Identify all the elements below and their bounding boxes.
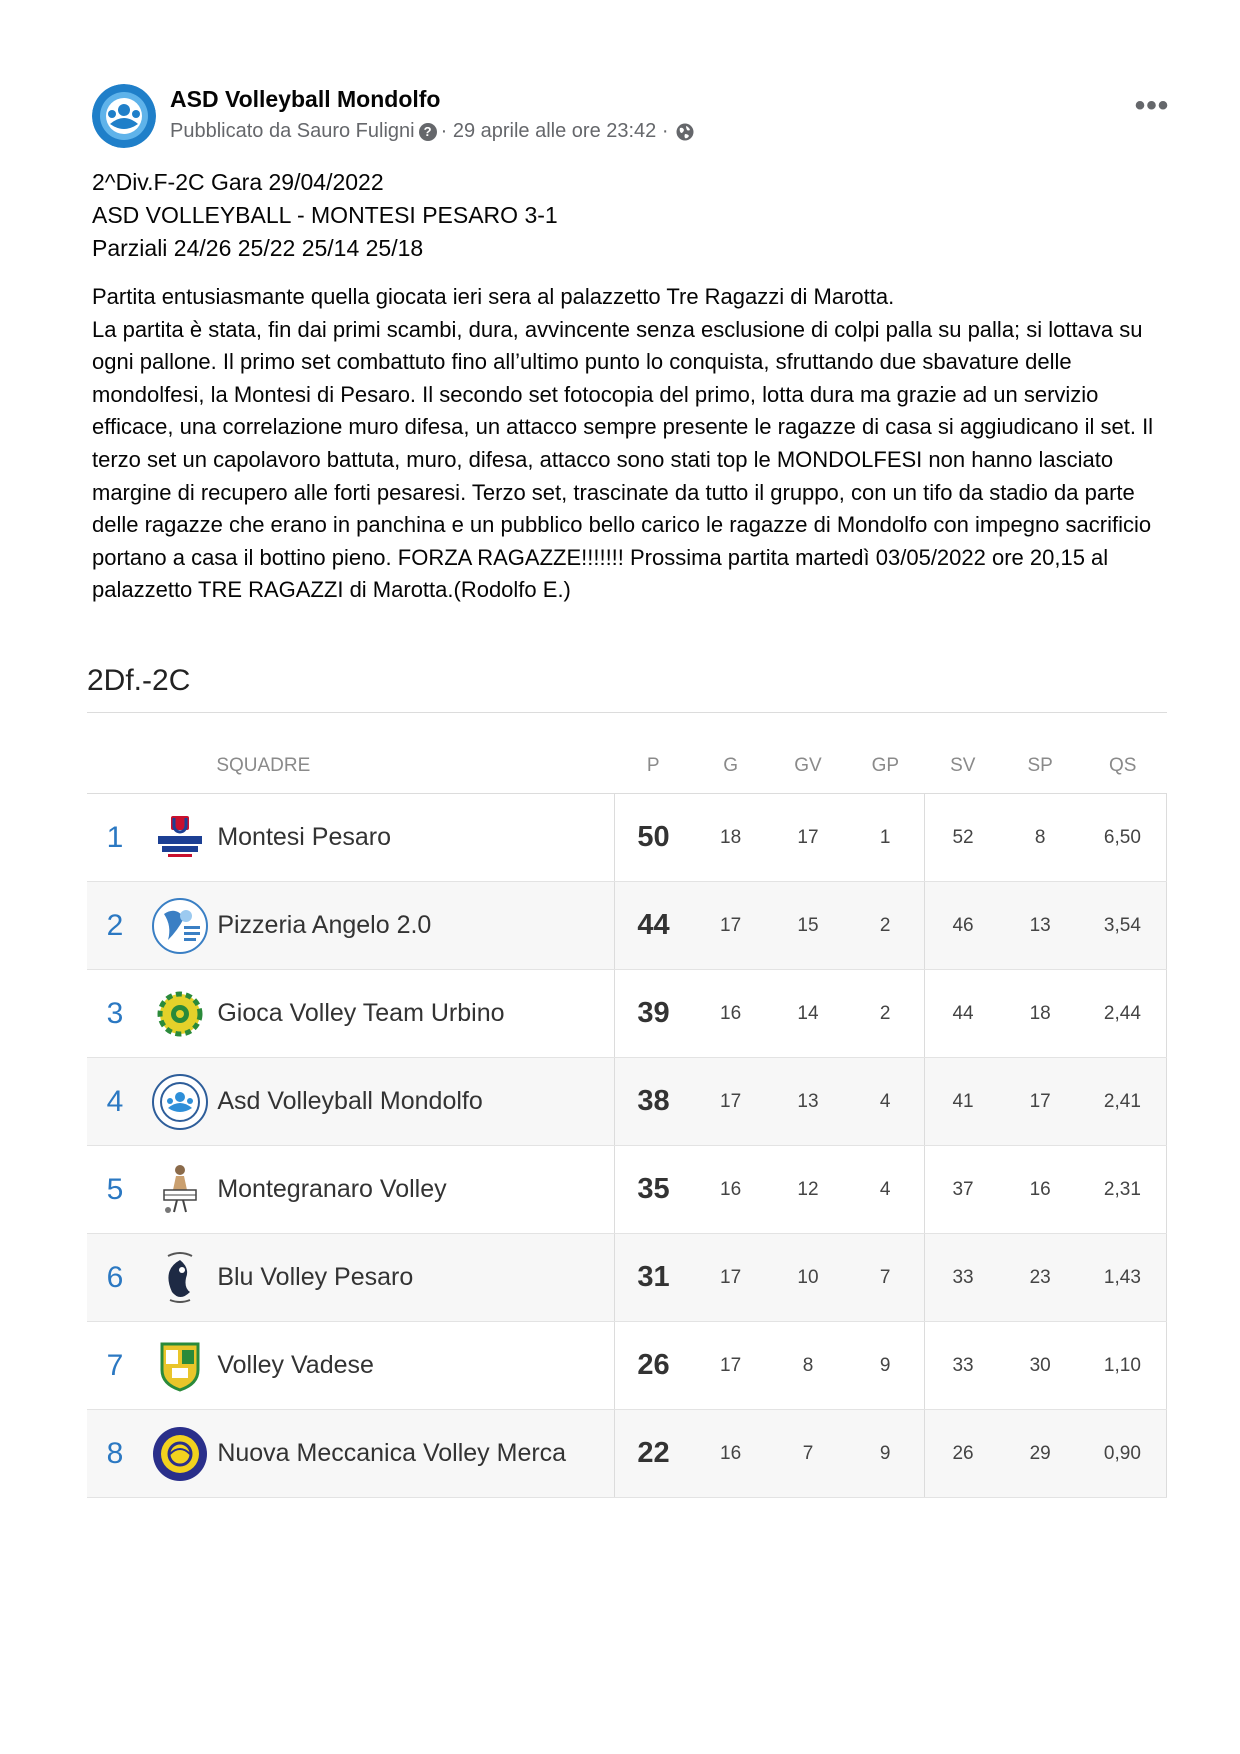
games-cell: 16 (692, 1146, 769, 1234)
games-lost-cell: 1 (847, 794, 924, 882)
globe-icon (675, 122, 695, 142)
table-row[interactable] (87, 794, 1167, 882)
post-line: 2^Div.F-2C Gara 29/04/2022 (92, 169, 384, 195)
montegranaro-volley-logo-icon (150, 1160, 210, 1220)
table-row[interactable] (87, 1058, 1167, 1146)
points-cell: 38 (615, 1058, 692, 1146)
games-cell: 17 (692, 1322, 769, 1410)
games-lost-cell: 2 (847, 970, 924, 1058)
column-header: SV (924, 739, 1001, 794)
games-cell: 17 (692, 882, 769, 970)
games-cell: 18 (692, 794, 769, 882)
games-won-cell: 10 (769, 1234, 846, 1322)
table-header-row (87, 739, 1167, 794)
sets-won-cell: 44 (924, 970, 1001, 1058)
team-logo (143, 1058, 216, 1146)
mondolfo-avatar-icon (92, 84, 156, 148)
published-by-text[interactable]: Pubblicato da Sauro Fuligni (170, 120, 415, 142)
standings-title: 2Df.-2C (87, 664, 1167, 713)
games-won-cell: 13 (769, 1058, 846, 1146)
sets-won-cell: 26 (924, 1410, 1001, 1498)
post-line: ASD VOLLEYBALL - MONTESI PESARO 3-1 (92, 202, 558, 228)
team-logo (143, 882, 216, 970)
sets-lost-cell: 17 (1001, 1058, 1078, 1146)
blu-volley-logo-icon (150, 1248, 210, 1308)
team-logo (143, 970, 216, 1058)
team-logo (143, 1234, 216, 1322)
set-quotient-cell: 1,43 (1079, 1234, 1167, 1322)
post-meta (170, 120, 695, 143)
team-logo (143, 794, 216, 882)
urbino-volley-logo-icon (150, 984, 210, 1044)
games-cell: 17 (692, 1234, 769, 1322)
team-logo (143, 1410, 216, 1498)
games-won-cell: 14 (769, 970, 846, 1058)
sets-won-cell: 33 (924, 1322, 1001, 1410)
team-logo (143, 1146, 216, 1234)
post-body: Partita entusiasmante quella giocata ieri sera al palazzetto Tre Ragazzi di Marotta. La partita è stata, fin dai primi scambi, dura, avvincente senza esclusione di colpi palla su palla; si lottava su ogni pallone. Il primo set combattuto fino all’ultimo punto lo conquista, sfruttando due sbavature delle mondolfesi, la Montesi di Pesaro. Il secondo set fotocopia del primo, lotta dura ma grazie ad un servizio efficace, una correlazione muro difesa, un attacco sempre presente le ragazze di casa si aggiudicano il set. Il terzo set un capolavoro battuta, muro, difesa, attacco sono stati top le MONDOLFESI non hanno lasciato margine di recupero alle forti pesaresi. Terzo set, trascinate da tutto il gruppo, con un tifo da stadio da parte delle ragazze che erano in panchina e un pubblico bello carico le ragazze di Mondolfo con impegno sacrificio portano a casa il bottino pieno. FORZA RAGAZZE!!!!!!! Prossima partita martedì 03/05/2022 ore 20,15 al palazzetto TRE RAGAZZI di Marotta.(Rodolfo E.) (92, 284, 1154, 603)
facebook-post (92, 80, 1172, 607)
adriatica-volley-logo-icon (150, 896, 210, 956)
more-options-button[interactable]: ••• (1134, 89, 1170, 122)
games-cell: 16 (692, 1410, 769, 1498)
volley-vadese-logo-icon (150, 1336, 210, 1396)
table-row[interactable] (87, 1146, 1167, 1234)
column-header: GV (769, 739, 846, 794)
column-header: GP (847, 739, 924, 794)
table-row[interactable] (87, 1322, 1167, 1410)
standings-widget (87, 664, 1167, 1498)
games-lost-cell: 4 (847, 1058, 924, 1146)
table-row[interactable] (87, 882, 1167, 970)
points-cell: 39 (615, 970, 692, 1058)
set-quotient-cell: 1,10 (1079, 1322, 1167, 1410)
set-quotient-cell: 2,44 (1079, 970, 1167, 1058)
set-quotient-cell: 2,31 (1079, 1146, 1167, 1234)
position-cell: 7 (87, 1322, 143, 1410)
post-timestamp[interactable]: · 29 aprile alle ore 23:42 · (440, 120, 669, 142)
position-cell: 6 (87, 1234, 143, 1322)
post-line: Parziali 24/26 25/22 25/14 25/18 (92, 235, 424, 261)
set-quotient-cell: 3,54 (1079, 882, 1167, 970)
column-header: QS (1079, 739, 1167, 794)
sets-won-cell: 41 (924, 1058, 1001, 1146)
nuova-meccanica-logo-icon (150, 1424, 210, 1484)
post-headline (92, 166, 1172, 265)
points-cell: 50 (615, 794, 692, 882)
games-cell: 16 (692, 970, 769, 1058)
games-cell: 17 (692, 1058, 769, 1146)
team-name-link[interactable]: Montesi Pesaro (216, 794, 614, 882)
games-won-cell: 12 (769, 1146, 846, 1234)
team-name-link[interactable]: Blu Volley Pesaro (216, 1234, 614, 1322)
games-won-cell: 7 (769, 1410, 846, 1498)
set-quotient-cell: 2,41 (1079, 1058, 1167, 1146)
column-header: SP (1001, 739, 1078, 794)
mondolfo-volleyball-logo-icon (150, 1072, 210, 1132)
team-logo (143, 1322, 216, 1410)
sets-won-cell: 46 (924, 882, 1001, 970)
games-lost-cell: 4 (847, 1146, 924, 1234)
points-cell: 35 (615, 1146, 692, 1234)
column-header: P (615, 739, 692, 794)
table-row[interactable] (87, 1410, 1167, 1498)
points-cell: 44 (615, 882, 692, 970)
set-quotient-cell: 0,90 (1079, 1410, 1167, 1498)
help-icon[interactable]: ? (419, 123, 437, 141)
team-name-link[interactable]: Montegranaro Volley (216, 1146, 614, 1234)
points-cell: 31 (615, 1234, 692, 1322)
position-cell: 2 (87, 882, 143, 970)
position-cell: 1 (87, 794, 143, 882)
sets-won-cell: 37 (924, 1146, 1001, 1234)
position-cell: 3 (87, 970, 143, 1058)
table-row[interactable] (87, 1234, 1167, 1322)
montesi-volley-logo-icon (150, 808, 210, 868)
team-name-link[interactable]: Asd Volleyball Mondolfo (216, 1058, 614, 1146)
games-lost-cell: 9 (847, 1322, 924, 1410)
page-avatar[interactable] (92, 84, 156, 148)
points-cell: 26 (615, 1322, 692, 1410)
team-name-link[interactable]: Gioca Volley Team Urbino (216, 970, 614, 1058)
sets-lost-cell: 18 (1001, 970, 1078, 1058)
sets-lost-cell: 16 (1001, 1146, 1078, 1234)
games-lost-cell: 2 (847, 882, 924, 970)
sets-lost-cell: 13 (1001, 882, 1078, 970)
team-name-link[interactable]: Nuova Meccanica Volley Merca (216, 1410, 614, 1498)
team-name-link[interactable]: Pizzeria Angelo 2.0 (216, 882, 614, 970)
sets-lost-cell: 29 (1001, 1410, 1078, 1498)
position-cell: 4 (87, 1058, 143, 1146)
standings-table (87, 739, 1167, 1498)
games-won-cell: 15 (769, 882, 846, 970)
sets-won-cell: 33 (924, 1234, 1001, 1322)
set-quotient-cell: 6,50 (1079, 794, 1167, 882)
games-won-cell: 8 (769, 1322, 846, 1410)
sets-lost-cell: 30 (1001, 1322, 1078, 1410)
games-lost-cell: 7 (847, 1234, 924, 1322)
post-header (92, 80, 1172, 152)
sets-lost-cell: 8 (1001, 794, 1078, 882)
games-lost-cell: 9 (847, 1410, 924, 1498)
sets-won-cell: 52 (924, 794, 1001, 882)
games-won-cell: 17 (769, 794, 846, 882)
position-cell: 5 (87, 1146, 143, 1234)
points-cell: 22 (615, 1410, 692, 1498)
page-name-link[interactable]: ASD Volleyball Mondolfo (170, 86, 441, 112)
column-header: SQUADRE (216, 739, 614, 794)
table-row[interactable] (87, 970, 1167, 1058)
column-header: G (692, 739, 769, 794)
team-name-link[interactable]: Volley Vadese (216, 1322, 614, 1410)
sets-lost-cell: 23 (1001, 1234, 1078, 1322)
position-cell: 8 (87, 1410, 143, 1498)
